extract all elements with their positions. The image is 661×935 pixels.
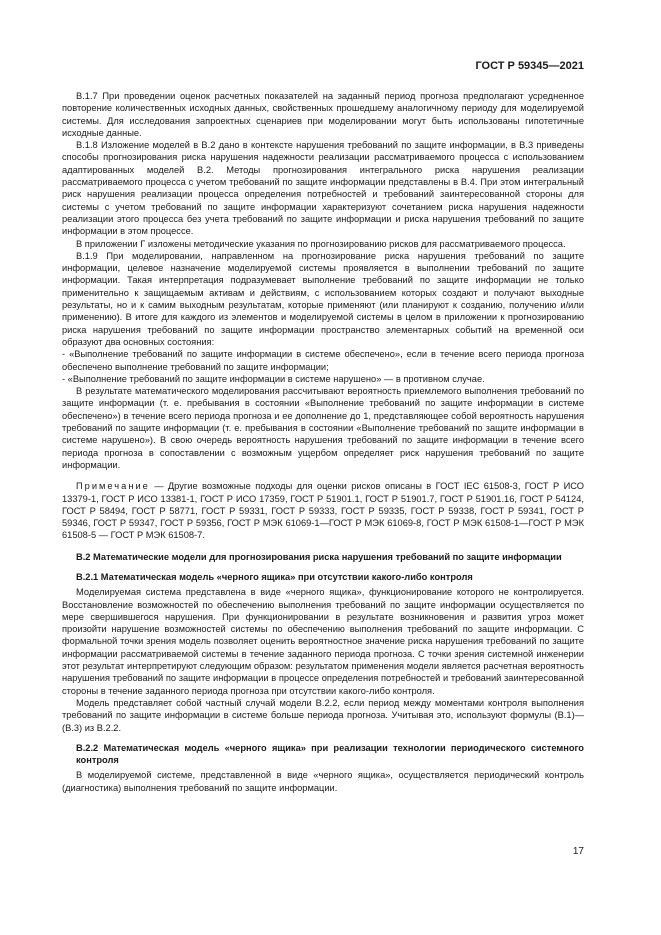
paragraph-b-1-7: В.1.7 При проведении оценок расчетных показателей на заданный период прогноза предполагают усредненное повторение количественных исходных данных, свойственных прошедшему аналогичному периоду для моделируемой системы. Для исследования запроектных сценариев при моделировании могут быть использованы гипотетичные исходные данные.: [62, 91, 584, 138]
paragraph-b-2-1-description: Моделируемая система представлена в виде «черного ящика», функционирование которого не контролируется. Восстановление возможностей по обеспечению выполнения требований по защите информации осуществляется по мере свершившегося нарушения. При функционировании в результате возникновения и развития угроз может произойти нарушение возможностей системы по обеспечению выполнения требований по защите информации. С формальной точки зрения модель позволяет оценить вероятностное значение риска нарушения требований по защите информации рассматриваемой системы в течение заданного периода прогноза. С точки зрения системной инженерии этот результат интерпретируют следующим образом: результатом применения модели является расчетная вероятность нарушения требований по защите информации в процессе определения потребностей и требований заинтересованной стороны в течение заданного периода прогноза при отсутствии какого-либо контроля.: [62, 587, 584, 696]
paragraph-b-1-8: В.1.8 Изложение моделей в В.2 дано в контексте нарушения требований по защите информации, в В.3 приведены способы прогнозирования риска нарушения надежности реализации рассматриваемого процесса с использованием адаптированных моделей В.2. Методы прогнозирования интегрального риска нарушения реализации рассматриваемого процесса с учетом требований по защите информации представлены в В.4. При этом интегральный риск нарушения реализации процесса определения потребностей и требований заинтересованной стороны для системы с учетом требований по защите информации характеризуют сочетанием риска нарушения надежности реализации этого процесса без учета требований по защите информации и риска нарушения требований по защите информации в этом процессе.: [62, 140, 584, 237]
section-heading-b-2: В.2 Математические модели для прогнозирования риска нарушения требований по защите информации: [76, 551, 562, 562]
paragraph-b-2-2-description: В моделируемой системе, представленной в виде «черного ящика», осуществляется периодический контроль (диагностика) выполнения требований по защите информации.: [62, 770, 584, 793]
note-label: Примечание: [76, 481, 150, 492]
paragraph-b-2-1-model-relation: Модель представляет собой частный случай модели В.2.2, если период между моментами контроля выполнения требований по защите информации в системе больше периода прогноза. Учитывая это, используют формулы (В.1)—(В.3) из В.2.2.: [62, 697, 584, 733]
page-number: 17: [572, 846, 584, 857]
note-text: — Другие возможные подходы для оценки рисков описаны в ГОСТ IEC 61508-3, ГОСТ Р ИСО 13379-1, ГОСТ Р ИСО 13381-1, ГОСТ Р ИСО 17359, ГОСТ Р 51901.1, ГОСТ Р 51901.7, ГОСТ Р 51901.16, ГОСТ Р 54124, ГОСТ Р 58494, ГОСТ Р 58771, ГОСТ Р 59331, ГОСТ Р 59333, ГОСТ Р 59335, ГОСТ Р 59338, ГОСТ Р 59341, ГОСТ Р 59346, ГОСТ Р 59347, ГОСТ Р 59356, ГОСТ Р МЭК 61069-1—ГОСТ Р МЭК 61069-8, ГОСТ Р МЭК 61508-1—ГОСТ Р МЭК 61508-5 — ГОСТ Р МЭК 61508-7.: [62, 481, 584, 541]
paragraph-appendix-g: В приложении Г изложены методические указания по прогнозированию рисков для рассматриваемого процесса.: [76, 238, 566, 249]
note-paragraph: [62, 480, 584, 541]
document-body: [62, 90, 584, 794]
subsection-heading-b-2-1: В.2.1 Математическая модель «черного ящика» при отсутствии какого-либо контроля: [76, 571, 473, 582]
list-item-state-ensured: - «Выполнение требований по защите информации в системе обеспечено», если в течение всего периода прогноза обеспечено выполнение требований по защите информации;: [62, 349, 584, 372]
paragraph-result: В результате математического моделирования рассчитывают вероятность приемлемого выполнения требований по защите информации (т. е. пребывания в состоянии «Выполнение требований по защите информации в системе обеспечено») в течение всего периода прогноза и ее дополнение до 1, представляющее собой вероятность нарушения требований по защите информации (т. е. пребывания в состоянии «Выполнение требований по защите информации в системе нарушено»). В свою очередь вероятность нарушения требований по защите информации в течение всего периода прогноза в сопоставлении с возможным ущербом определяет риск нарушения требований по защите информации.: [62, 386, 584, 470]
subsection-heading-b-2-2: В.2.2 Математическая модель «черного ящика» при реализации технологии периодического системного контроля: [76, 742, 584, 766]
document-code-header: ГОСТ Р 59345—2021: [475, 60, 584, 72]
list-item-state-violated: - «Выполнение требований по защите информации в системе нарушено» — в противном случае.: [62, 373, 485, 384]
paragraph-b-1-9: В.1.9 При моделировании, направленном на прогнозирование риска нарушения требований по защите информации, целевое назначение моделируемой системы проявляется в выполнении требований по защите информации. Такая интерпретация подразумевает выполнение требований по защите информации не только применительно к защищаемым активам и действиям, с использованием которых создают и получают выходные результаты, но и к самим выходным результатам, которые применяют (или планируют к созданию, получению и/или применению). В итоге для каждого из элементов и моделируемой системы в целом в приложении к прогнозированию риска нарушения требований по защите информации пространство элементарных событий на временной оси образуют два основных состояния:: [62, 250, 584, 347]
